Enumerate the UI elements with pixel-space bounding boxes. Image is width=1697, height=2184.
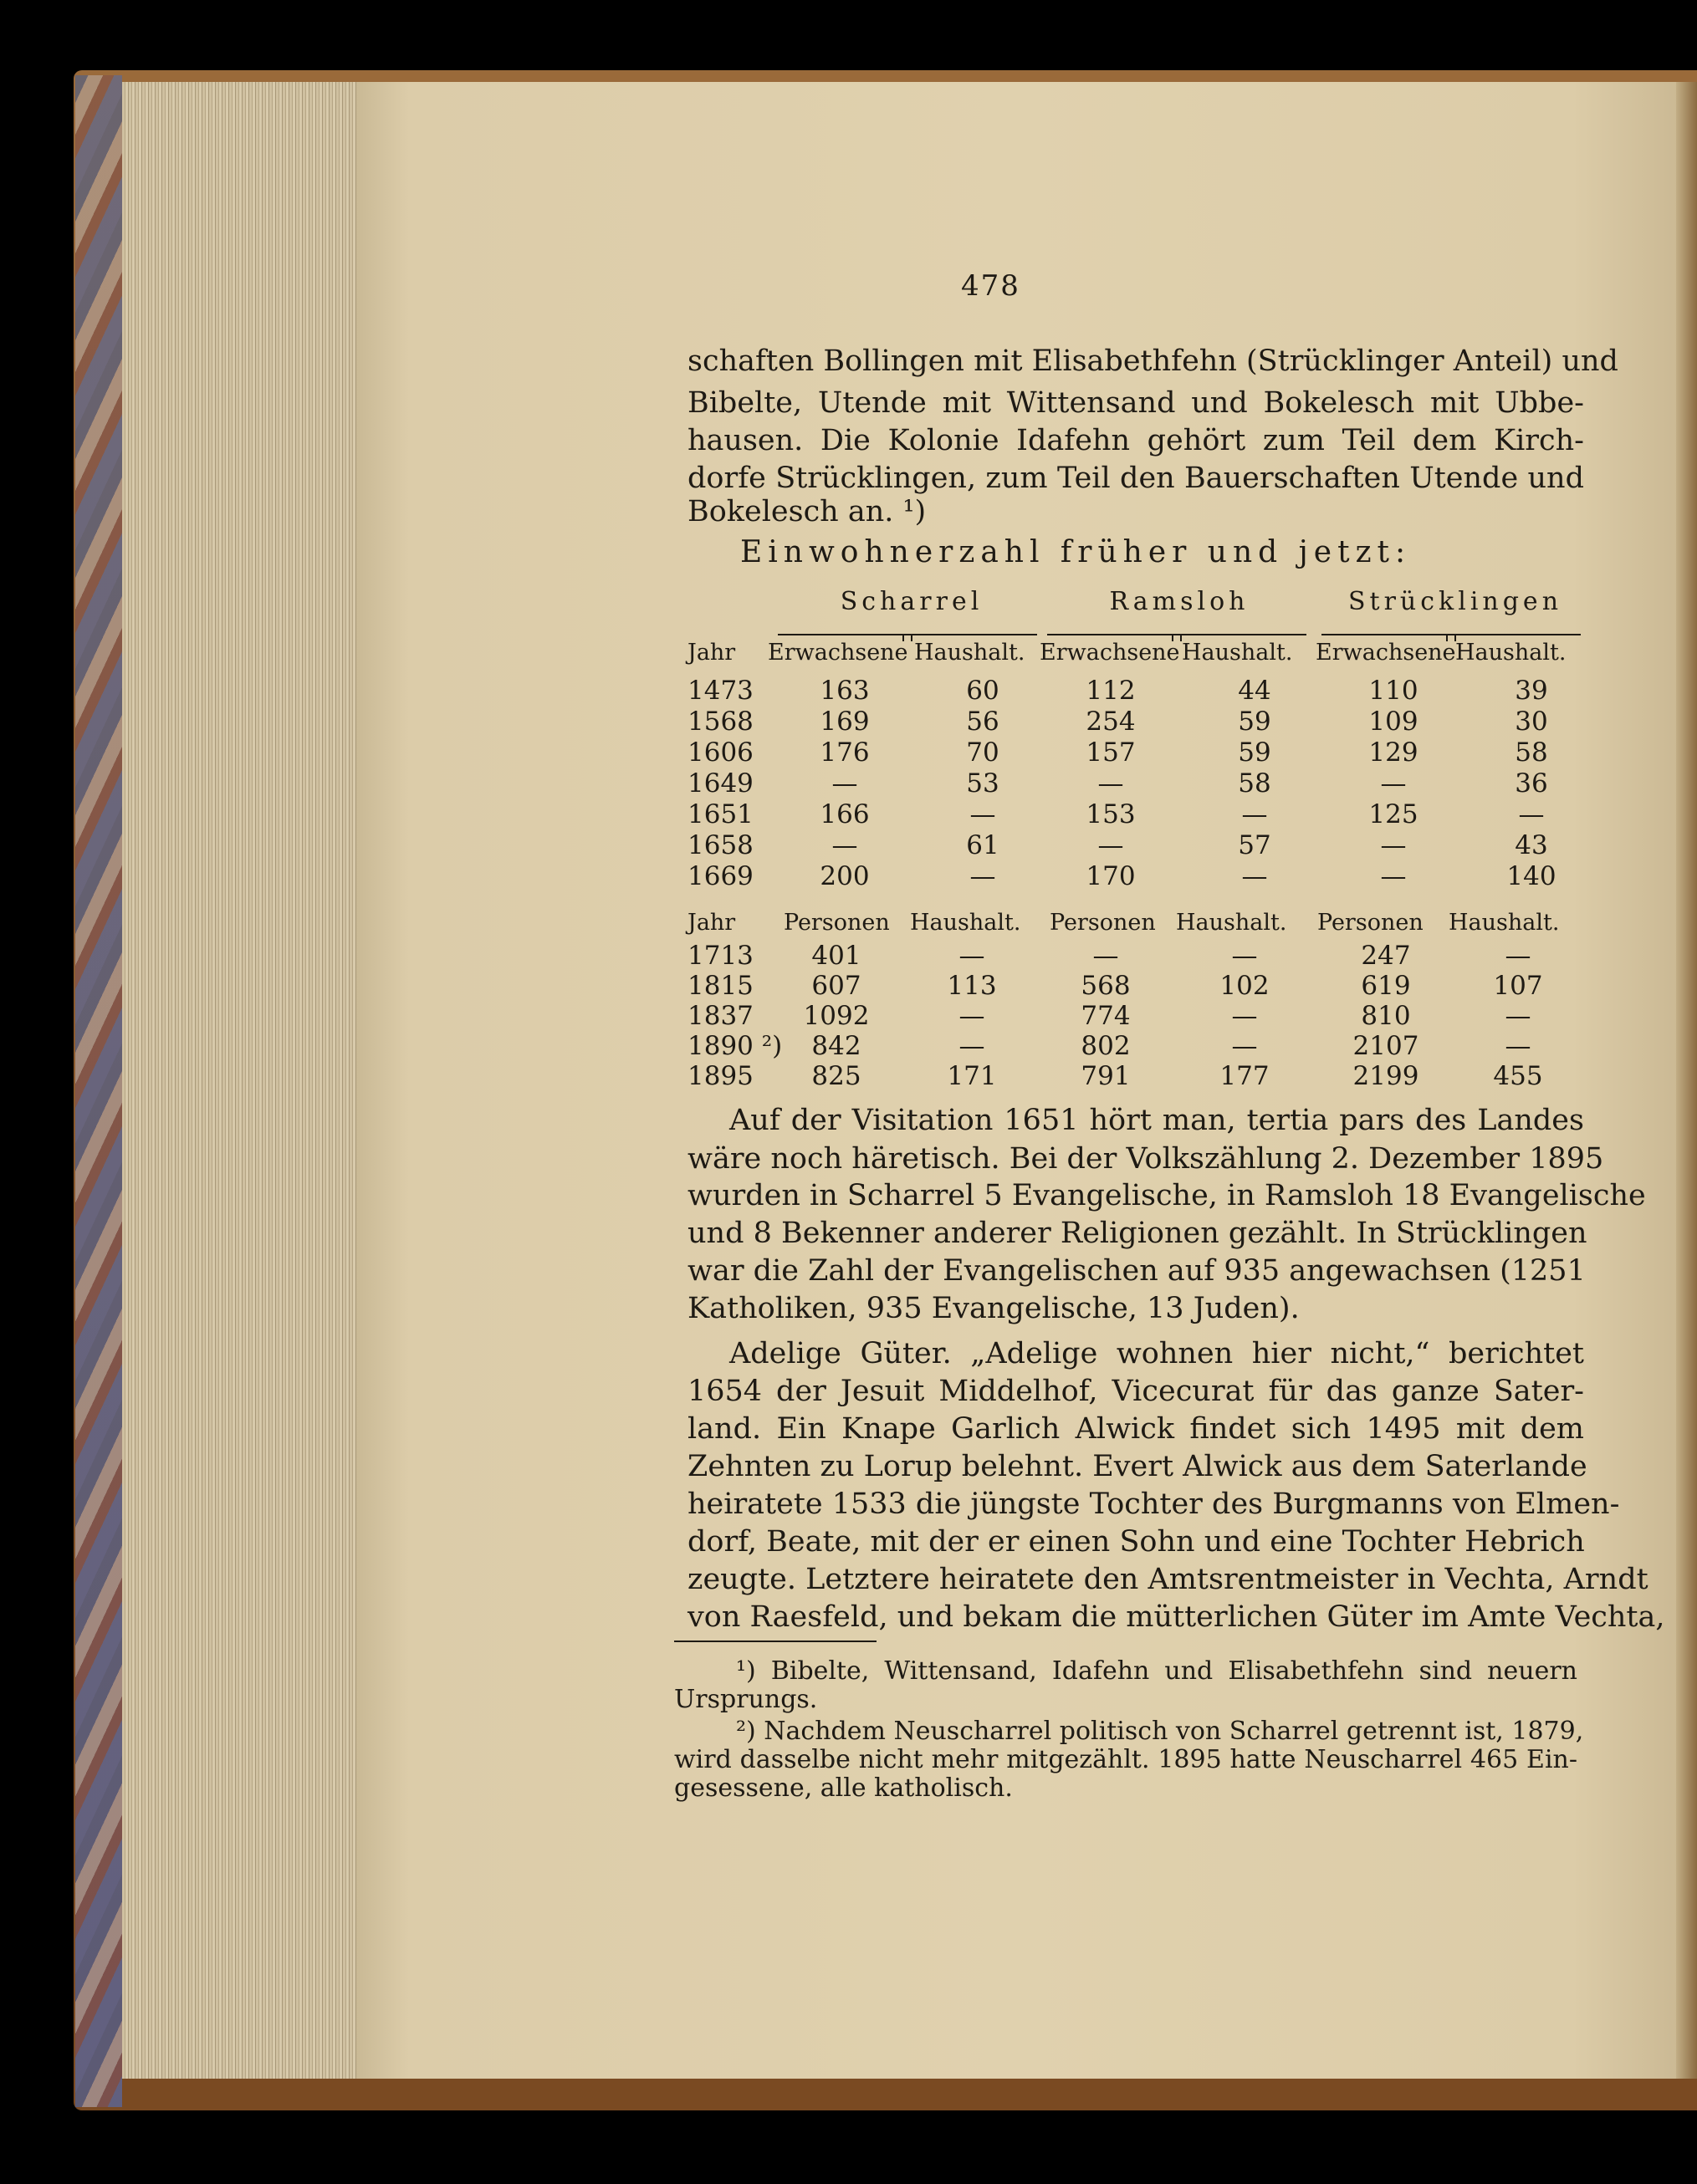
- table-cell: 170: [1086, 861, 1136, 891]
- table-cell: 140: [1506, 861, 1556, 891]
- table-cell: —: [1505, 1001, 1531, 1031]
- column-header: Haushalt.: [910, 910, 1021, 936]
- table-cell: —: [1380, 830, 1407, 860]
- table-cell: 102: [1219, 971, 1270, 1001]
- text-line: zeugte. Letztere heiratete den Amtsrentmeister in Vechta, Arndt: [687, 1563, 1648, 1596]
- table-cell: 2107: [1352, 1031, 1419, 1061]
- table-cell: 774: [1081, 1001, 1131, 1031]
- table-cell: —: [831, 830, 858, 860]
- table-cell: 39: [1515, 676, 1548, 706]
- table-cell: —: [958, 941, 985, 971]
- table-cell: 59: [1238, 707, 1271, 737]
- text-line: Auf der Visitation 1651 hört man, tertia pars des Landes: [729, 1104, 1584, 1137]
- text-line: Zehnten zu Lorup belehnt. Evert Alwick aus dem Saterlande: [687, 1450, 1587, 1483]
- table-cell: 791: [1081, 1061, 1131, 1091]
- column-header: Jahr: [687, 640, 736, 666]
- footnote-line: ¹) Bibelte, Wittensand, Idafehn und Elisabethfehn sind neuern: [736, 1656, 1577, 1686]
- table-cell: 2199: [1352, 1061, 1419, 1091]
- text-line: 1654 der Jesuit Middelhof, Vicecurat für das ganze Sater-: [687, 1375, 1584, 1408]
- column-header: Haushalt.: [1182, 640, 1293, 666]
- table-cell: 169: [820, 707, 870, 737]
- table-cell: —: [1231, 1001, 1258, 1031]
- table-cell: 60: [966, 676, 999, 706]
- table-cell: 171: [947, 1061, 997, 1091]
- table-cell-year: 1658: [687, 830, 754, 860]
- text-line: Bibelte, Utende mit Wittensand und Bokelesch mit Ubbe-: [687, 386, 1584, 420]
- table-heading: Einwohnerzahl früher und jetzt:: [740, 535, 1412, 569]
- brace: [778, 624, 1037, 635]
- table-cell: 36: [1515, 768, 1548, 799]
- table-cell-year: 1606: [687, 737, 754, 768]
- text-line: dorfe Strücklingen, zum Teil den Bauerschaften Utende und: [687, 462, 1584, 495]
- footnote-line: ²) Nachdem Neuscharrel politisch von Scharrel getrennt ist, 1879,: [736, 1717, 1584, 1746]
- table-cell: 44: [1238, 676, 1271, 706]
- table-cell: 70: [966, 737, 999, 768]
- column-header: Haushalt.: [1449, 910, 1560, 936]
- text-line: und 8 Bekenner anderer Religionen gezählt. In Strücklingen: [687, 1217, 1587, 1250]
- table-cell: 247: [1361, 941, 1411, 971]
- table-cell: 455: [1493, 1061, 1543, 1091]
- table-cell: —: [1505, 1031, 1531, 1061]
- table-cell-year: 1815: [687, 971, 754, 1001]
- table-cell: 30: [1515, 707, 1548, 737]
- text-line: wäre noch häretisch. Bei der Volkszählung 2. Dezember 1895: [687, 1142, 1604, 1176]
- text-line: dorf, Beate, mit der er einen Sohn und eine Tochter Hebrich: [687, 1525, 1585, 1559]
- column-header: Personen: [1050, 910, 1156, 936]
- table-cell: —: [1097, 830, 1124, 860]
- text-line: land. Ein Knape Garlich Alwick findet sich 1495 mit dem: [687, 1412, 1584, 1446]
- town-header-scharrel: Scharrel: [840, 587, 984, 616]
- text-line: war die Zahl der Evangelischen auf 935 angewachsen (1251: [687, 1254, 1586, 1288]
- table-cell: 58: [1238, 768, 1271, 799]
- column-header: Haushalt.: [1176, 910, 1287, 936]
- marbled-endpaper: [75, 75, 122, 2107]
- table-cell: —: [1231, 1031, 1258, 1061]
- table-cell: 125: [1368, 799, 1418, 829]
- table-cell-year: 1669: [687, 861, 754, 891]
- table-cell: 254: [1086, 707, 1136, 737]
- footnote-line: Ursprungs.: [674, 1685, 818, 1714]
- town-header-ramsloh: Ramsloh: [1109, 587, 1250, 616]
- table-cell: 1092: [803, 1001, 870, 1031]
- table-cell: 61: [966, 830, 999, 860]
- column-header: Haushalt.: [1455, 640, 1567, 666]
- text-line: Bokelesch an. ¹): [687, 495, 927, 528]
- table-cell: —: [958, 1031, 985, 1061]
- table-cell: —: [1518, 799, 1545, 829]
- table-cell: —: [969, 861, 996, 891]
- text-line: schaften Bollingen mit Elisabethfehn (Strücklinger Anteil) und: [687, 344, 1618, 378]
- column-header: Erwachsene: [1040, 640, 1180, 666]
- table-cell: —: [831, 768, 858, 799]
- text-line: heiratete 1533 die jüngste Tochter des Burgmanns von Elmen-: [687, 1487, 1620, 1521]
- table-cell: —: [1380, 768, 1407, 799]
- table-cell: —: [969, 799, 996, 829]
- table-cell-year: 1473: [687, 676, 754, 706]
- text-line: Adelige Güter. „Adelige wohnen hier nicht,“ berichtet: [729, 1337, 1584, 1370]
- table-cell: 163: [820, 676, 870, 706]
- table-cell: 176: [820, 737, 870, 768]
- table-cell: 825: [811, 1061, 861, 1091]
- table-cell: 166: [820, 799, 870, 829]
- table-cell: 607: [811, 971, 861, 1001]
- table-cell: 129: [1368, 737, 1418, 768]
- footnote-rule: [674, 1641, 877, 1642]
- table-cell: 401: [811, 941, 861, 971]
- table-cell: 842: [811, 1031, 861, 1061]
- column-header: Personen: [1317, 910, 1424, 936]
- table-cell: —: [958, 1001, 985, 1031]
- text-line: wurden in Scharrel 5 Evangelische, in Ramsloh 18 Evangelische: [687, 1179, 1646, 1212]
- table-cell-year: 1895: [687, 1061, 754, 1091]
- table-cell: 157: [1086, 737, 1136, 768]
- text-line: Katholiken, 935 Evangelische, 13 Juden).: [687, 1292, 1300, 1325]
- table-cell: 153: [1086, 799, 1136, 829]
- table-cell: —: [1505, 941, 1531, 971]
- footnote-line: wird dasselbe nicht mehr mitgezählt. 1895 hatte Neuscharrel 465 Ein-: [674, 1745, 1577, 1774]
- column-header: Jahr: [687, 910, 736, 936]
- table-cell: —: [1241, 799, 1268, 829]
- table-cell: 113: [947, 971, 997, 1001]
- table-cell: 58: [1515, 737, 1548, 768]
- page-stack-edge: [122, 82, 356, 2079]
- text-line: von Raesfeld, und bekam die mütterlichen Güter im Amte Vechta,: [687, 1600, 1665, 1634]
- table-cell: 107: [1493, 971, 1543, 1001]
- column-header: Erwachsene: [1316, 640, 1456, 666]
- table-cell: 568: [1081, 971, 1131, 1001]
- table-cell-year: 1837: [687, 1001, 754, 1031]
- table-cell-year: 1713: [687, 941, 754, 971]
- table-cell: —: [1097, 768, 1124, 799]
- footnote-line: gesessene, alle katholisch.: [674, 1773, 1013, 1803]
- column-header: Personen: [784, 910, 890, 936]
- table-cell: 112: [1086, 676, 1136, 706]
- table-cell: 810: [1361, 1001, 1411, 1031]
- table-cell: 56: [966, 707, 999, 737]
- table-cell: 619: [1361, 971, 1411, 1001]
- table-cell: 57: [1238, 830, 1271, 860]
- table-cell: 109: [1368, 707, 1418, 737]
- table-cell: 177: [1219, 1061, 1270, 1091]
- table-cell: —: [1092, 941, 1119, 971]
- table-cell: 110: [1368, 676, 1418, 706]
- table-cell: 200: [820, 861, 870, 891]
- town-header-struecklingen: Strücklingen: [1347, 587, 1563, 616]
- table-cell: 802: [1081, 1031, 1131, 1061]
- table-cell-year: 1890 ²): [687, 1031, 783, 1061]
- brace: [1047, 624, 1306, 635]
- column-header: Erwachsene: [768, 640, 908, 666]
- table-cell-year: 1649: [687, 768, 754, 799]
- table-cell-year: 1568: [687, 707, 754, 737]
- table-cell: 59: [1238, 737, 1271, 768]
- table-cell: —: [1241, 861, 1268, 891]
- table-cell: —: [1231, 941, 1258, 971]
- column-header: Haushalt.: [914, 640, 1025, 666]
- table-cell-year: 1651: [687, 799, 754, 829]
- table-cell: 43: [1515, 830, 1548, 860]
- text-line: hausen. Die Kolonie Idafehn gehört zum Teil dem Kirch-: [687, 424, 1584, 457]
- brace: [1321, 624, 1581, 635]
- page-number: 478: [961, 269, 1020, 303]
- table-cell: 53: [966, 768, 999, 799]
- table-cell: —: [1380, 861, 1407, 891]
- page-right-edge: [1676, 82, 1697, 2079]
